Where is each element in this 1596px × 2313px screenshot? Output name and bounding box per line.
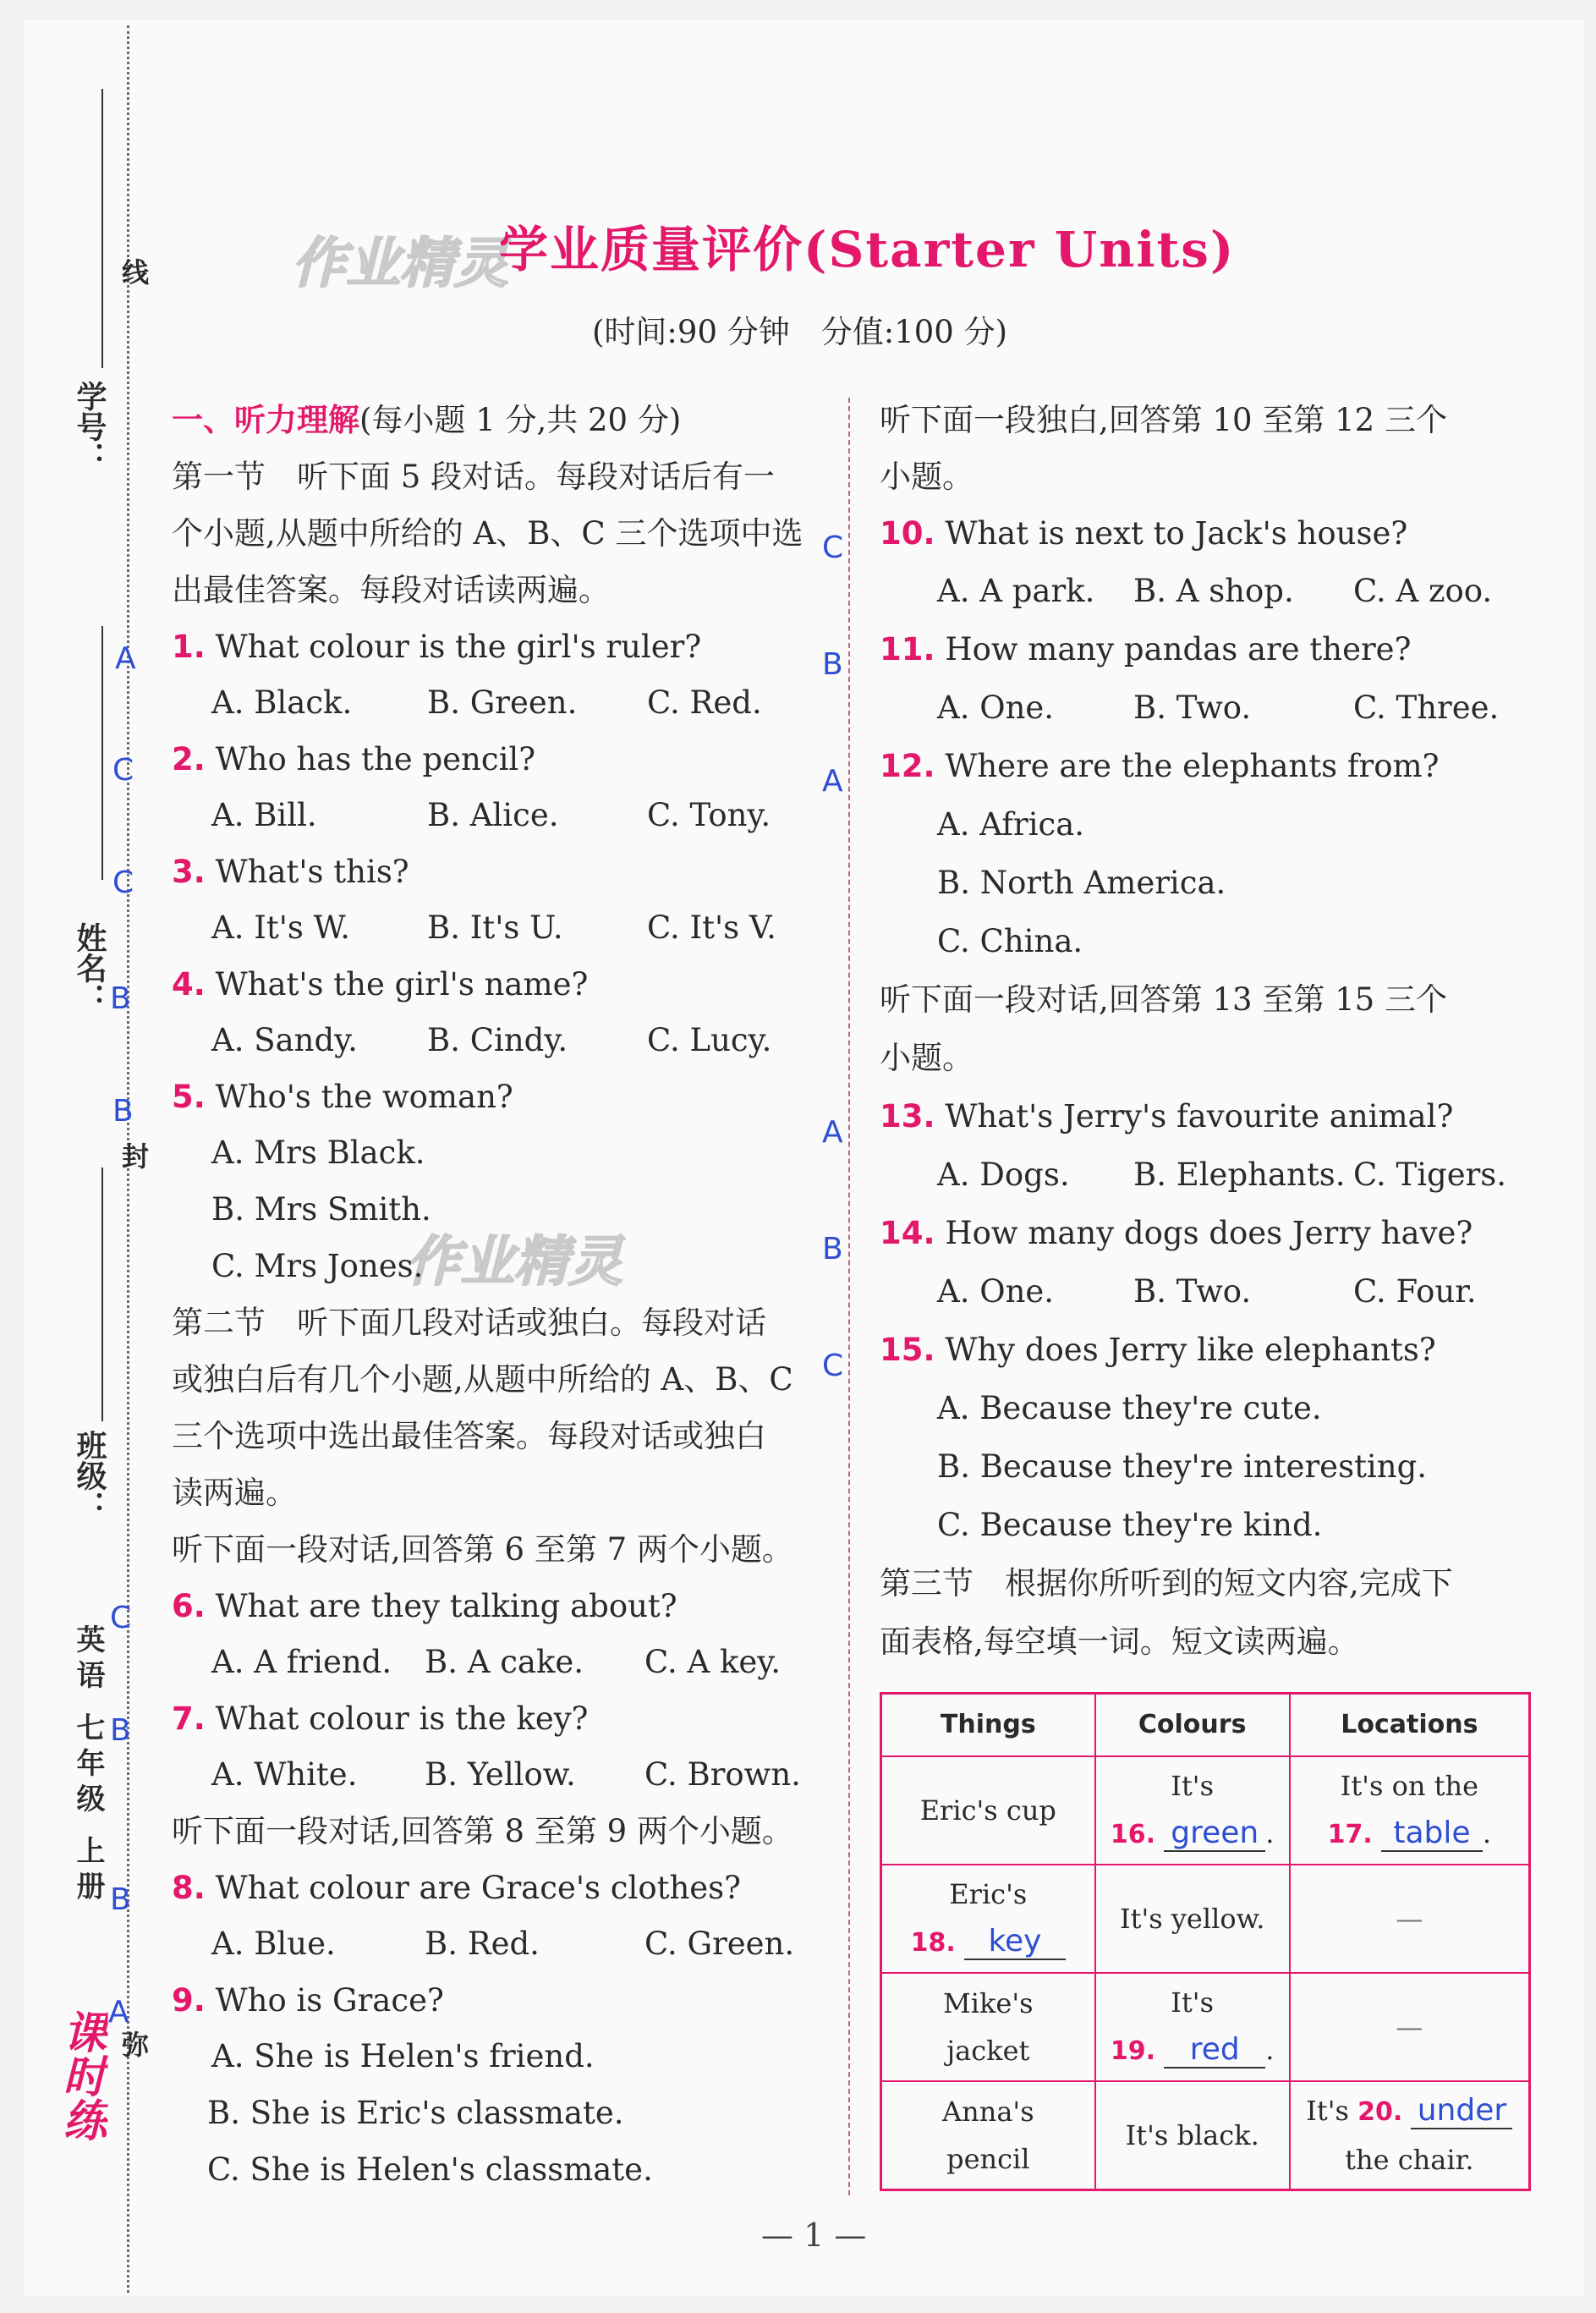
answer-mark: A [822,764,843,799]
answer-mark: B [822,647,843,682]
table-cell: — [1290,1865,1530,1973]
question-14 [880,1215,1473,1252]
option-a: A. Mrs Black. [211,1135,425,1171]
part2-instruction-3: 三个选项中选出最佳答案。每段对话或独白 [172,1418,766,1454]
question-text: How many dogs does Jerry have? [945,1215,1473,1251]
question-7 [172,1700,589,1738]
question-number: 1. [172,629,206,665]
cell-text: the chair. [1345,2143,1474,2176]
question-1 [172,629,701,666]
question-number: 10. [880,515,935,552]
option-a: A. Blue. [211,1926,336,1962]
option-c: C. A zoo. [1353,573,1493,609]
course-label: 英语 七年级 上册 [71,1624,105,1907]
section-score: (每小题 1 分,共 20 分) [359,402,682,438]
question-3 [172,854,409,891]
option-b: B. Because they're interesting. [937,1448,1428,1485]
question-number: 15. [880,1332,935,1368]
option-a: A. Bill. [211,797,317,833]
blank-number: 19. [1110,2036,1156,2066]
question-12 [880,748,1439,785]
option-b: B. Mrs Smith. [211,1191,431,1228]
option-a: A. It's W. [211,909,350,946]
question-number: 7. [172,1700,206,1737]
option-b: B. Cindy. [427,1022,568,1058]
option-b: B. Red. [425,1926,540,1962]
table-cell [881,1973,1095,2081]
table-cell [881,1865,1095,1973]
option-b: B. Green. [427,684,578,721]
table-row [881,2081,1530,2190]
option-a: A. White. [211,1756,358,1793]
question-text: Where are the elephants from? [945,748,1440,784]
header-colours: Colours [1095,1694,1290,1757]
question-text: What colour is the girl's ruler? [215,629,702,665]
answer-mark: C [112,865,134,900]
answer-mark: B [110,1713,131,1748]
blank-number: 20. [1357,2096,1403,2127]
part1-instruction-1: 第一节 听下面 5 段对话。每段对话后有一 [172,459,776,495]
answer-mark: B [110,1882,131,1917]
cell-text: It's [1306,2094,1349,2127]
option-b: B. Elephants. [1133,1156,1346,1193]
question-text: What's Jerry's favourite animal? [945,1098,1454,1135]
question-10 [880,515,1407,552]
option-c: C. Tigers. [1353,1156,1507,1193]
question-number: 5. [172,1079,206,1115]
option-c: C. Lucy. [647,1022,772,1058]
option-a: A. Black. [211,684,353,721]
table-cell: It's on the 17. table . [1290,1756,1530,1865]
option-c: C. A key. [644,1644,782,1680]
answer-mark: A [115,641,136,676]
part1-instruction-3: 出最佳答案。每段对话读两遍。 [172,572,610,608]
question-number: 3. [172,854,206,890]
option-c: C. China. [937,923,1083,959]
table-cell [1290,2081,1530,2190]
part2-instruction-4: 读两遍。 [172,1475,297,1511]
class-label: 班级： [72,1430,107,1521]
class-blank [101,1167,103,1421]
option-b: B. A shop. [1133,573,1294,609]
watermark-top: 作业精灵 [292,233,508,295]
intro-13-15-line2: 小题。 [880,1040,974,1076]
question-text: Why does Jerry like elephants? [945,1332,1436,1368]
cell-text: jacket [946,2034,1030,2067]
brand-logo: 课时练 [55,2009,106,2141]
option-c: C. Brown. [644,1756,801,1793]
intro-6-7: 听下面一段对话,回答第 6 至第 7 两个小题。 [172,1531,793,1568]
question-text: Who has the pencil? [215,741,536,777]
cell-text: Anna's [941,2095,1034,2128]
line-marker: 线 [118,258,150,285]
exam-info: (时间:90 分钟 分值:100 分) [592,314,1008,350]
table-cell: — [1290,1973,1530,2081]
option-c: C. Because they're kind. [937,1507,1323,1543]
question-15 [880,1332,1436,1369]
student-id-blank [101,89,103,368]
answer-mark: C [110,1601,132,1635]
answer-mark: B [110,981,131,1016]
table-cell: It's yellow. [1095,1865,1290,1973]
question-text: What's the girl's name? [215,966,589,1003]
cell-text: Eric's [949,1877,1028,1910]
option-c: C. Mrs Jones. [211,1248,424,1284]
name-label: 姓名： [72,922,107,1014]
question-number: 11. [880,631,935,668]
question-number: 4. [172,966,206,1003]
question-number: 13. [880,1098,935,1135]
table-cell: It's 16. green . [1095,1756,1290,1865]
watermark-middle: 作业精灵 [406,1231,622,1294]
answer-mark: A [108,1995,129,2030]
answer-mark: B [112,1094,134,1129]
question-number: 9. [172,1982,206,2019]
question-text: What is next to Jack's house? [945,515,1408,552]
answer-blank-16: green [1164,1816,1265,1852]
option-b: B. It's U. [427,909,563,946]
question-number: 2. [172,741,206,777]
name-blank [101,626,103,880]
question-text: Who is Grace? [215,1982,444,2019]
question-5 [172,1079,513,1116]
question-text: What colour are Grace's clothes? [215,1870,742,1906]
question-8 [172,1870,741,1907]
listening-table [880,1692,1531,2191]
option-b: B. Yellow. [425,1756,576,1793]
table-row [881,1973,1530,2081]
answer-mark: A [822,1115,843,1150]
section-title: 一、听力理解 [172,402,359,438]
part2-instruction-1: 第二节 听下面几段对话或独白。每段对话 [172,1305,766,1341]
column-divider [848,398,850,2195]
seal-line-marker: 弥 [118,2030,150,2058]
option-c: C. Four. [1353,1273,1477,1310]
part1-instruction-2: 个小题,从题中所给的 A、B、C 三个选项中选 [172,515,803,552]
answer-mark: C [822,1349,844,1383]
table-cell [881,2081,1095,2190]
option-b: B. Alice. [427,797,559,833]
option-c: C. Three. [1353,690,1500,726]
cell-text: It's on the [1340,1769,1479,1802]
intro-8-9: 听下面一段对话,回答第 8 至第 9 两个小题。 [172,1813,793,1849]
question-text: How many pandas are there? [945,631,1412,668]
question-6 [172,1588,677,1625]
question-number: 8. [172,1870,206,1906]
table-header-row [881,1694,1530,1757]
question-text: Who's the woman? [215,1079,513,1115]
option-b: B. North America. [937,865,1226,901]
option-c: C. She is Helen's classmate. [207,2151,653,2188]
cell-text: It's [1171,1986,1215,2019]
option-a: A. Africa. [937,806,1085,843]
section-heading [172,402,681,439]
intro-13-15-line1: 听下面一段对话,回答第 13 至第 15 三个 [880,981,1447,1018]
option-a: A. One. [937,690,1055,726]
blank-number: 18. [910,1927,956,1958]
option-b: B. A cake. [425,1644,584,1680]
header-locations: Locations [1290,1694,1530,1757]
option-a: A. One. [937,1273,1055,1310]
question-text: What's this? [215,854,409,890]
cell-text: Mike's [943,1986,1034,2019]
option-a: A. Because they're cute. [937,1390,1322,1426]
seal-marker: 封 [118,1142,150,1169]
answer-blank-19: red [1164,2033,1265,2069]
answer-mark: B [822,1232,843,1266]
option-c: C. Tony. [647,797,771,833]
page-title: 学业质量评价(Starter Units) [499,221,1236,278]
question-text: What colour is the key? [215,1700,589,1737]
answer-mark: C [112,753,134,788]
option-a: A. She is Helen's friend. [211,2038,595,2074]
table-cell: It's black. [1095,2081,1290,2190]
question-2 [172,741,535,778]
option-b: B. Two. [1133,690,1252,726]
table-row [881,1756,1530,1865]
option-b: B. She is Eric's classmate. [207,2095,624,2131]
option-a: A. Sandy. [211,1022,358,1058]
part3-instruction-2: 面表格,每空填一词。短文读两遍。 [880,1623,1359,1660]
answer-blank-17: table [1381,1816,1483,1852]
option-b: B. Two. [1133,1273,1252,1310]
blank-number: 17. [1327,1819,1373,1849]
cell-text: It's [1171,1769,1215,1802]
question-13 [880,1098,1453,1135]
answer-mark: C [822,530,844,565]
question-4 [172,966,588,1003]
option-a: A. Dogs. [937,1156,1070,1193]
answer-blank-20: under [1411,2094,1512,2129]
option-a: A. A park. [937,573,1095,609]
student-id-label: 学号： [72,381,107,472]
option-c: C. Green. [644,1926,795,1962]
part2-instruction-2: 或独白后有几个小题,从题中所给的 A、B、C [172,1361,793,1398]
option-c: C. It's V. [647,909,776,946]
question-9 [172,1982,444,2019]
answer-blank-18: key [964,1925,1066,1960]
page-number: — 1 — [761,2217,867,2254]
blank-number: 16. [1110,1819,1156,1849]
table-cell: It's 19. red . [1095,1973,1290,2081]
table-cell: Eric's cup [881,1756,1095,1865]
part3-instruction-1: 第三节 根据你所听到的短文内容,完成下 [880,1565,1453,1602]
question-text: What are they talking about? [215,1588,677,1624]
intro-10-12-line1: 听下面一段独白,回答第 10 至第 12 三个 [880,402,1447,438]
question-number: 6. [172,1588,206,1624]
intro-10-12-line2: 小题。 [880,459,974,495]
question-number: 12. [880,748,935,784]
table-row [881,1865,1530,1973]
option-c: C. Red. [647,684,762,721]
question-number: 14. [880,1215,935,1251]
cell-text: pencil [946,2142,1030,2175]
question-11 [880,631,1411,668]
option-a: A. A friend. [211,1644,392,1680]
header-things: Things [881,1694,1095,1757]
